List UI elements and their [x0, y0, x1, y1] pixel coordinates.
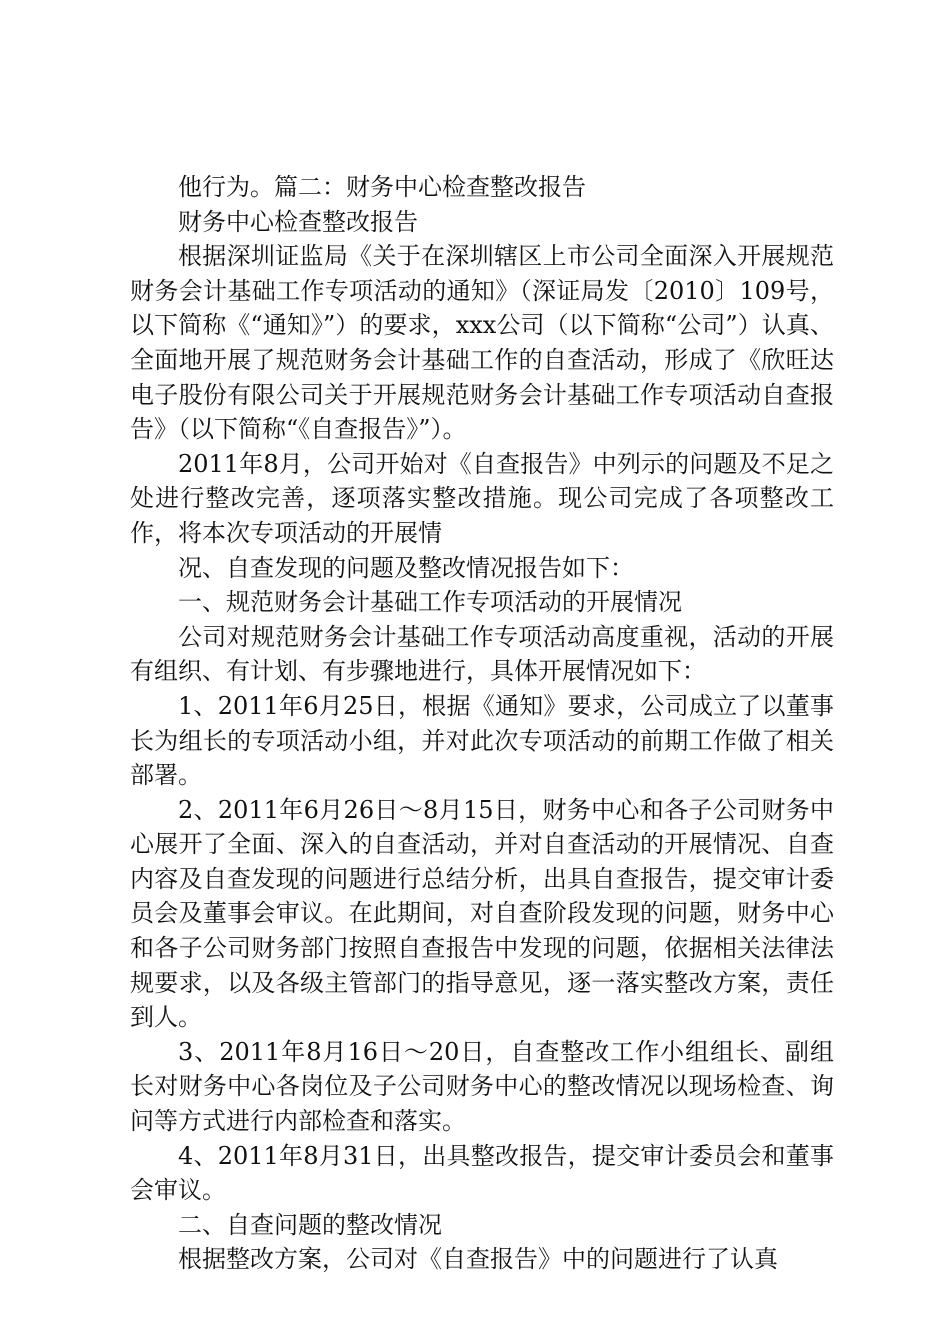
paragraph-rectification-start: 2011年8月，公司开始对《自查报告》中列示的问题及不足之处进行整改完善，逐项落实整改措施。现公司完成了各项整改工作，将本次专项活动的开展情: [130, 449, 834, 547]
paragraph-report-lead: 况、自查发现的问题及整改情况报告如下：: [178, 553, 634, 582]
paragraph-continuation: 他行为。篇二：财务中心检查整改报告: [178, 173, 586, 201]
paragraph-section-1-intro: 公司对规范财务会计基础工作专项活动高度重视，活动的开展有组织、有计划、有步骤地进行，具体开展情况如下：: [130, 622, 834, 686]
document-body: [130, 170, 834, 1277]
section-heading-1: 一、规范财务会计基础工作专项活动的开展情况: [178, 588, 682, 617]
list-item-4: 4、2011年8月31日，出具整改报告，提交审计委员会和董事会审议。: [130, 1141, 834, 1205]
list-item-1: 1、2011年6月25日，根据《通知》要求，公司成立了以董事长为组长的专项活动小组，并对此次专项活动的前期工作做了相关部署。: [130, 691, 834, 790]
list-item-3: 3、2011年8月16日～20日，自查整改工作小组组长、副组长对财务中心各岗位及子公司财务中心的整改情况以现场检查、询问等方式进行内部检查和落实。: [130, 1037, 834, 1136]
list-item-2: 2、2011年6月26日～8月15日，财务中心和各子公司财务中心展开了全面、深入的自查活动，并对自查活动的开展情况、自查内容及自查发现的问题进行总结分析，出具自查报告，提交审计委员会及董事会审议。在此期间，对自查阶段发现的问题，财务中心和各子公司财务部门按照自查报告中发现的问题，依据相关法律法规要求，以及各级主管部门的指导意见，逐一落实整改方案，责任到人。: [130, 795, 834, 1032]
paragraph-intro: 根据深圳证监局《关于在深圳辖区上市公司全面深入开展规范财务会计基础工作专项活动的通知》（深证局发〔2010〕109号，以下简称《“通知》”）的要求，xxx公司（以下简称“公司”）认真、全面地开展了规范财务会计基础工作的自查活动，形成了《欣旺达电子股份有限公司关于开展规范财务会计基础工作专项活动自查报告》（以下简称“《自查报告》”）。: [130, 242, 834, 444]
report-title: 财务中心检查整改报告: [178, 207, 418, 236]
section-heading-2: 二、自查问题的整改情况: [178, 1210, 442, 1239]
paragraph-section-2-intro: 根据整改方案，公司对《自查报告》中的问题进行了认真: [178, 1245, 778, 1274]
